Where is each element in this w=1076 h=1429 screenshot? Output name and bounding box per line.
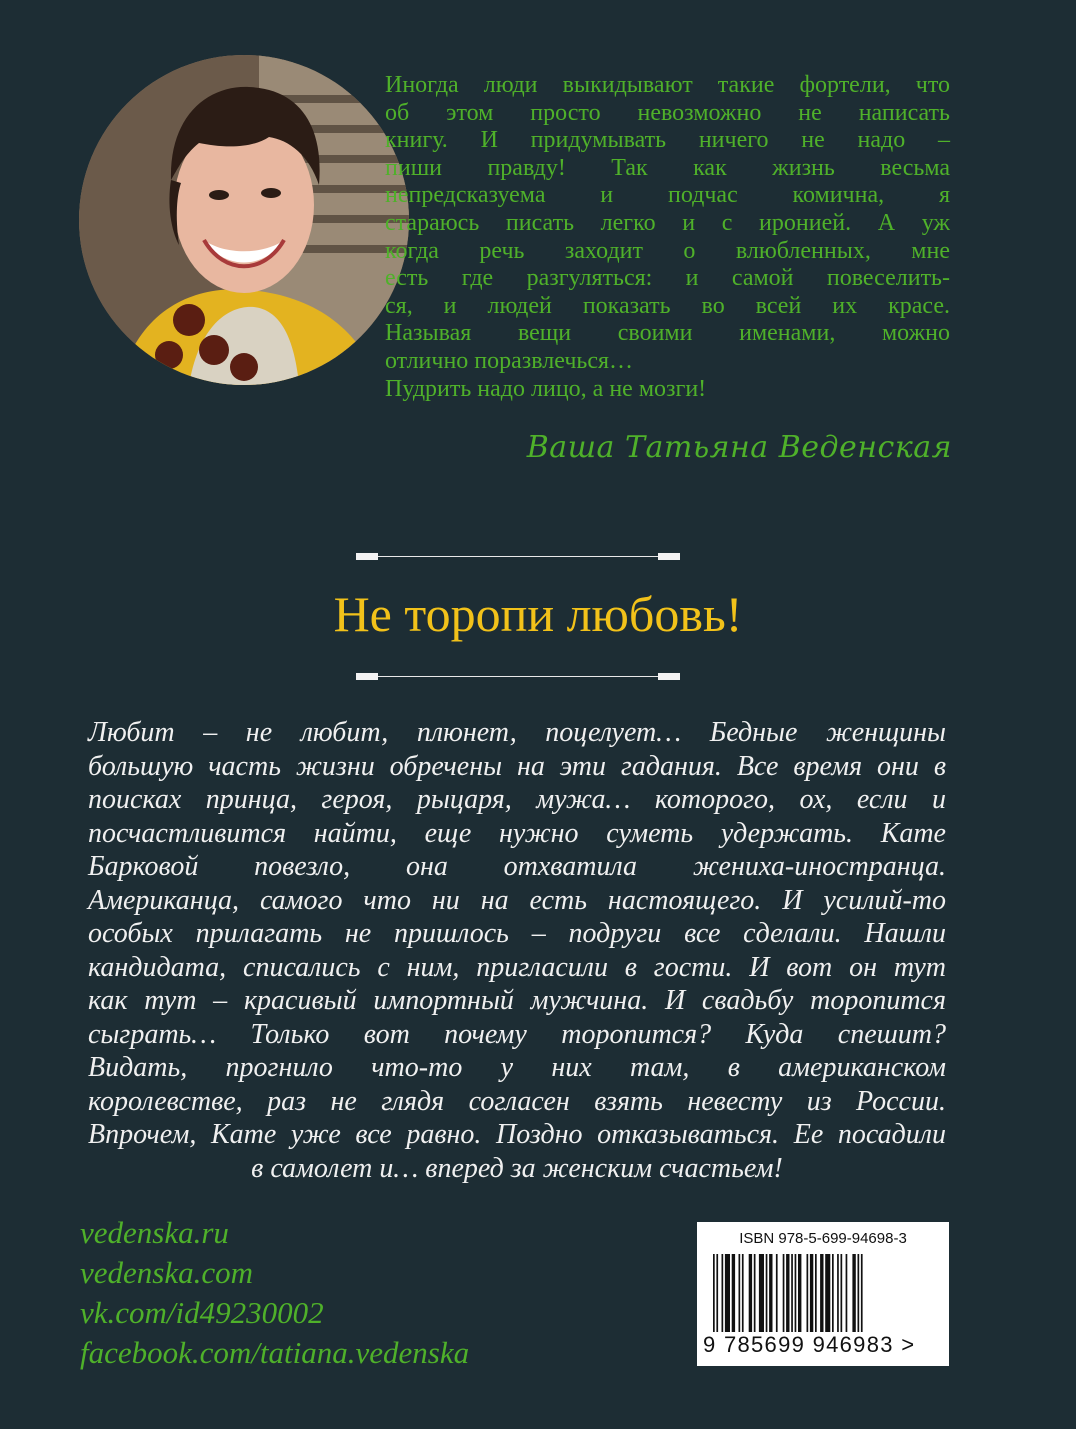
- blurb-line: особых прилагать не пришлось – подруги все сделали. Нашли: [88, 918, 946, 949]
- blurb-line: поисках принца, героя, рыцаря, мужа… которого, ох, если и: [88, 784, 946, 815]
- link-vedenska-com[interactable]: vedenska.com: [80, 1255, 253, 1290]
- blurb-line: как тут – красивый импортный мужчина. И свадьбу торопится: [88, 985, 946, 1016]
- quote-line: стараюсь писать легко и с иронией. А уж: [385, 209, 950, 236]
- quote-line: пиши правду! Так как жизнь весьма: [385, 154, 950, 181]
- quote-line: ся, и людей показать во всей их красе.: [385, 292, 950, 319]
- isbn-label: ISBN 978-5-699-94698-3: [739, 1230, 907, 1247]
- link-vk[interactable]: vk.com/id49230002: [80, 1295, 324, 1330]
- quote-line: об этом просто невозможно не написать: [385, 99, 950, 126]
- divider-bottom: [356, 671, 680, 681]
- blurb-line: посчастливится найти, еще нужно суметь удержать. Кате: [88, 817, 946, 849]
- blurb-line: сыграть… Только вот почему торопится? Куда спешит?: [88, 1018, 946, 1050]
- blurb-line: большую часть жизни обречены на эти гадания. Все время они в: [88, 750, 946, 782]
- isbn-digits: 9 785699 946983 >: [703, 1332, 916, 1357]
- author-quote: [385, 72, 950, 403]
- link-vedenska-ru[interactable]: vedenska.ru: [80, 1215, 229, 1250]
- blurb-line: Впрочем, Кате уже все равно. Поздно отказываться. Ее посадили: [88, 1119, 946, 1150]
- blurb-line: Любит – не любит, плюнет, поцелует… Бедные женщины: [88, 717, 946, 748]
- author-signature: Ваша Татьяна Веденская: [526, 430, 952, 465]
- blurb-line: в самолет и… вперед за женским счастьем!: [251, 1152, 783, 1184]
- divider-top: [356, 551, 680, 561]
- link-facebook[interactable]: facebook.com/tatiana.vedenska: [80, 1335, 470, 1370]
- blurb-line: Американца, самого что ни на есть настоящего. И усилий-то: [88, 884, 946, 916]
- quote-line: когда речь заходит о влюбленных, мне: [385, 237, 950, 264]
- barcode-bars: [709, 1254, 937, 1332]
- book-blurb: [88, 716, 946, 1185]
- book-title: Не торопи любовь!: [333, 586, 743, 642]
- blurb-line: кандидата, списались с ним, пригласили в гости. И вот он тут: [88, 951, 946, 983]
- quote-line: непредсказуема и подчас комична, я: [385, 182, 950, 209]
- quote-line: есть где разгуляться: и самой повеселить-: [385, 265, 950, 292]
- quote-line: Называя вещи своими именами, можно: [385, 320, 950, 347]
- quote-line: Иногда люди выкидывают такие фортели, что: [385, 72, 950, 98]
- author-links: [80, 1213, 469, 1373]
- author-photo: [79, 55, 409, 385]
- blurb-line: Видать, прогнило что-то у них там, в американском: [88, 1052, 946, 1083]
- quote-line: книгу. И придумывать ничего не надо –: [385, 127, 950, 154]
- isbn-barcode: [697, 1222, 949, 1366]
- blurb-line: королевстве, раз не глядя согласен взять невесту из России.: [88, 1085, 946, 1117]
- quote-line: Пудрить надо лицо, а не мозги!: [385, 375, 707, 402]
- author-portrait-image: [79, 55, 409, 385]
- quote-line: отлично поразвлечься…: [385, 347, 634, 374]
- blurb-line: Барковой повезло, она отхватила жениха-иностранца.: [88, 851, 946, 882]
